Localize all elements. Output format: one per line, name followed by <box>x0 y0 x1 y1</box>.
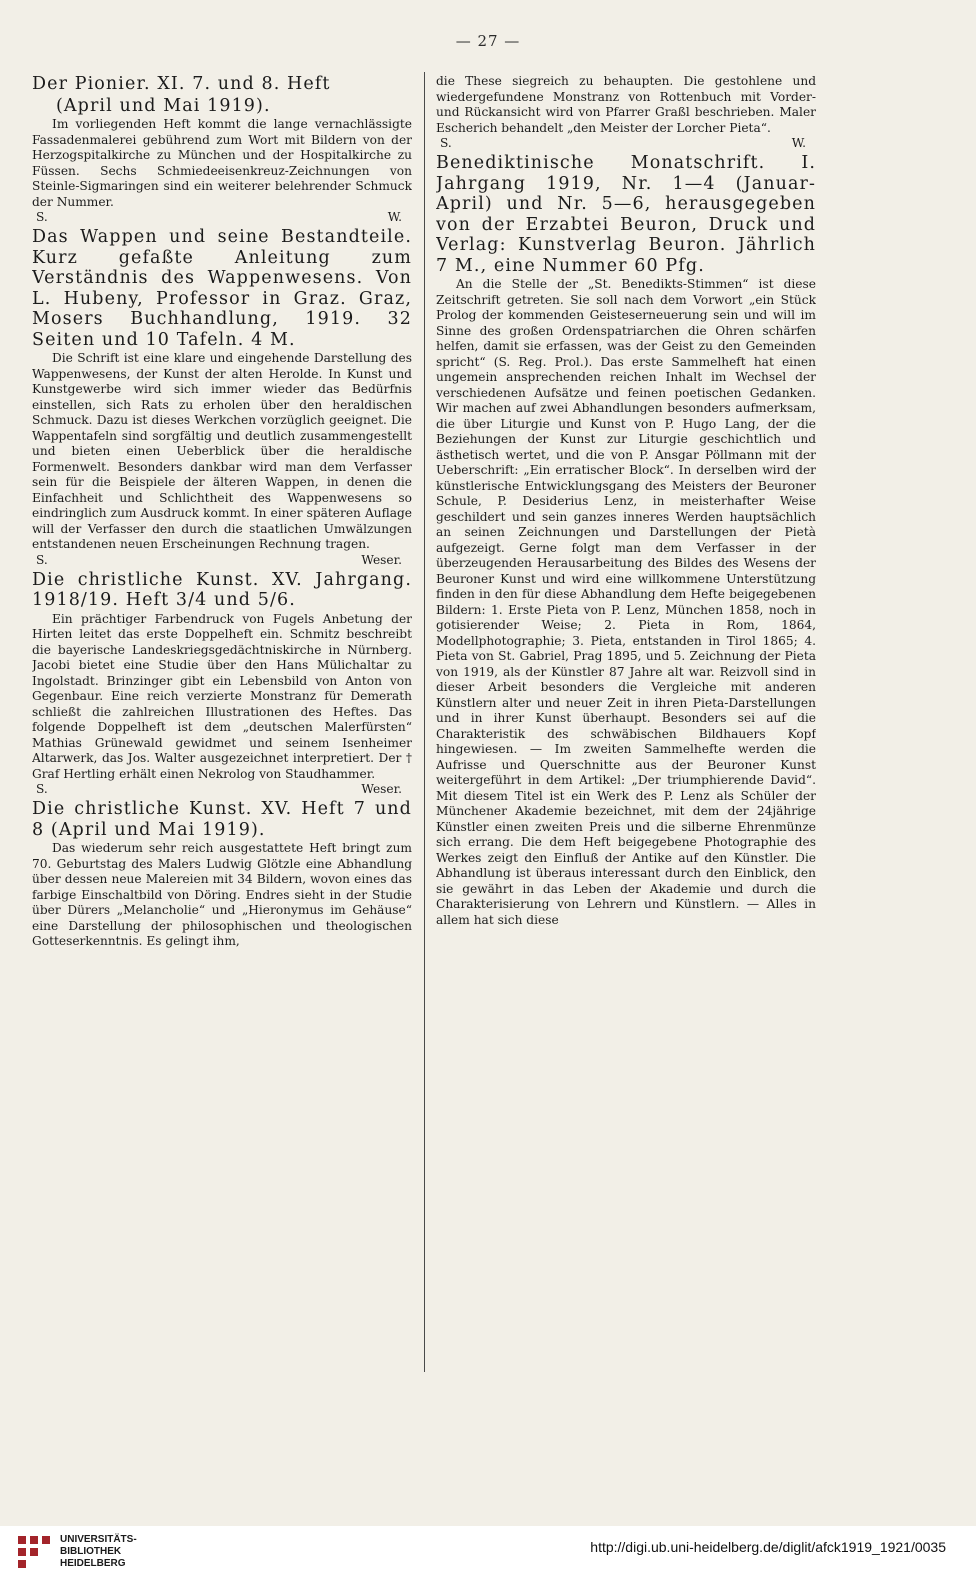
signature-initial: S. <box>36 210 48 224</box>
entry-heading: Benediktinische Monatschrift. I. Jahrgang 1919, Nr. 1—4 (Januar-April) und Nr. 5—6, herausgegeben von der Erzabtei Beuron, Druck und Verlag: Kunstverlag Beuron. Jährlich 7 M., eine Nummer 60 Pfg. <box>436 153 816 276</box>
signature-name: W. <box>387 210 402 224</box>
left-column <box>32 74 412 1374</box>
signature-name: W. <box>791 136 806 150</box>
page-number: — 27 — <box>455 32 521 50</box>
review-entry <box>436 153 816 928</box>
entry-signature <box>32 553 412 568</box>
review-entry <box>32 74 412 225</box>
entry-heading: Die christliche Kunst. XV. Jahrgang. 1918/19. Heft 3/4 und 5/6. <box>32 569 412 610</box>
viewer-footer <box>0 1526 976 1584</box>
signature-initial: S. <box>36 552 48 567</box>
permalink-url[interactable]: http://digi.ub.uni-heidelberg.de/diglit/afck1919_1921/0035 <box>590 1539 946 1555</box>
right-column <box>436 74 816 1374</box>
review-entry <box>32 570 412 798</box>
entry-heading: Der Pionier. XI. 7. und 8. Heft <box>32 74 331 94</box>
entry-text: Das wiederum sehr reich ausgestattete Heft bringt zum 70. Geburtstag des Malers Ludwig Glötzle eine Abhandlung über dessen neue Malereien mit 34 Bildern, wovon eines das farbige Einschaltbild von Döring. Endres sieht in der Studie über Dürers „Melancholie“ und „Hieronymus im Gehäuse“ eine Darstellung der philosophischen und theologischen Gotteserkenntnis. Es gelingt ihm, <box>32 841 412 948</box>
library-name <box>60 1534 137 1570</box>
entry-signature <box>32 782 412 797</box>
signature-initial: S. <box>440 136 452 150</box>
signature-name: Weser. <box>361 782 402 796</box>
entry-heading-continued: (April und Mai 1919). <box>56 95 271 116</box>
entry-heading: Die christliche Kunst. XV. Heft 7 und 8 (April und Mai 1919). <box>32 799 412 840</box>
library-name-line: HEIDELBERG <box>60 1558 126 1569</box>
entry-text: An die Stelle der „St. Benedikts-Stimmen“ ist diese Zeitschrift getreten. Sie soll nach dem Vorwort „ein Stück Prolog der kommenden Geisteserneuerung sein und will im Sinne des großen Ordenspatriarchen die Ohren schärfen helfen, damit sie erfassen, was der Geist zu den Gemeinden spricht“ (S. Reg. Prol.). Das erste Sammelheft hat einen ungemein ansprechenden reichen Inhalt im Wechsel der verschiedenen Aufsätze und feinen poetischen Gedanken. Wir machen auf zwei Abhandlungen besonders aufmerksam, die über Liturgie und Kunst von P. Hugo Lang, der die Beziehungen der Kunst zur Liturgie geschichtlich und ästhetisch wertet, und die von P. Ansgar Pöllmann mit der Ueberschrift: „Ein erratischer Block“. In derselben wird der künstlerische Entwicklungsgang des Meisters der Beuroner Schule, P. Desiderius Lenz, in meisterhafter Weise geschildert und sein ganzes inneres Werden hauptsächlich an seinen Zeichnungen und Darstellungen der Pietà aufgezeigt. Gerne folgt man dem Verfasser in der überzeugenden Herausarbeitung des Bildes des Wesens der Beuroner Kunst und wird eine willkommene Unterstützung finden in den für diese Abhandlung dem Hefte beigegebenen Bildern: 1. Erste Pieta von P. Lenz, München 1858, noch in gotisierender Weise; 2. Pieta in Rom, 1864, Modellphotographie; 3. Pieta, entstanden in Tirol 1865; 4. Pieta von St. Gabriel, Prag 1895, und 5. Zeichnung der Pieta von 1919, als der Künstler 87 Jahre alt war. Reizvoll sind in dieser Arbeit besonders die Vergleiche mit anderen Künstlern alter und neuer Zeit in ihren Pieta-Darstellungen und in ihrer Kunst überhaupt. Besonders sei auf die Charakteristik des schwäbischen Bildhauers Kopf hingewiesen. — Im zweiten Sammelhefte werden die Aufrisse und Querschnitte aus der Beuroner Kunst weitergeführt in dem Artikel: „Der triumphierende David“. Mit diesem Titel ist ein Werk des P. Lenz als Schüler der Münchener Akademie bezeichnet, mit dem der 24jährige Künstler einen zweiten Preis und die silberne Ehrenmünze sich errang. Die dem Heft beigegebene Photographie des Werkes zeigt den Einfluß der Antike auf den Künstler. Die Abhandlung ist überaus interessant durch den Einblick, den sie gewährt in das Leben der Akademie und durch die Charakterisierung von Lehrern und Künstlern. — Alles in allem hat sich diese <box>436 277 816 927</box>
review-entry <box>32 799 412 950</box>
library-name-line: BIBLIOTHEK <box>60 1546 122 1557</box>
signature-initial: S. <box>36 782 48 796</box>
review-entry <box>32 227 412 568</box>
entry-text: Ein prächtiger Farbendruck von Fugels Anbetung der Hirten leitet das erste Doppelheft ein. Schmitz beschreibt die bayerische Landeskriegsgedächtniskirche in Nürnberg. Jacobi bietet eine Studie über den Hans Mülichaltar zu Ingolstadt. Brinzinger gibt ein Lebensbild von Anton von Gegenbaur. Eine reich verzierte Monstranz für Demerath schließt die zahlreichen Illustrationen des Heftes. Das folgende Doppelheft ist dem „deutschen Malerfürsten“ Mathias Grünewald gewidmet und seinem Isenheimer Altarwerk, das Jos. Walter ausgezeichnet interpretiert. Der † Graf Hertling erhält einen Nekrolog von Staudhammer. <box>32 611 412 781</box>
column-divider <box>424 72 425 1372</box>
entry-text: Die Schrift ist eine klare und eingehende Darstellung des Wappenwesens, der Kunst der alten Herolde. In Kunst und Kunstgewerbe wird sich immer wieder das Bedürfnis einstellen, sich Rats zu erholen über den heraldischen Schmuck. Dazu ist dieses Werkchen vorzüglich geeignet. Die Wappentafeln sind sorgfältig und deutlich zusammengestellt und bieten einen Ueberblick über die heraldische Formenwelt. Besonders dankbar wird man dem Verfasser sein für die Beispiele der älteren Wappen, in denen die Einfachheit und Schlichtheit des Wappenwesens so eindringlich zum Ausdruck kommt. In einer späteren Auflage will der Verfasser den durch die staatlichen Umwälzungen entstandenen neuen Erscheinungen Rechnung tragen. <box>32 351 412 551</box>
entry-signature <box>436 136 816 151</box>
library-name-line: UNIVERSITÄTS- <box>60 1534 137 1545</box>
signature-name: Weser. <box>361 552 402 567</box>
review-entry <box>436 74 816 151</box>
entry-text: die These siegreich zu behaupten. Die gestohlene und wiedergefundene Monstranz von Rottenbuch mit Vorder- und Rückansicht wird von Pfarrer Graßl beschrieben. Maler Escherich behandelt „den Meister der Lorcher Pieta“. <box>436 74 816 135</box>
entry-text: Im vorliegenden Heft kommt die lange vernachlässigte Fassadenmalerei gebührend zum Wort mit Bildern von der Herzogspitalkirche zu München und der Hospitalkirche zu Füssen. Sechs Schmiedeeisenkreuz-Zeichnungen von Steinle-Sigmaringen sind ein weiterer belehrender Schmuck der Nummer. <box>32 117 412 209</box>
university-library-logo-icon <box>14 1532 54 1572</box>
entry-heading: Das Wappen und seine Bestandteile. Kurz gefaßte Anleitung zum Verständnis des Wappenwesens. Von L. Hubeny, Professor in Graz. Graz, Mosers Buchhandlung, 1919. 32 Seiten und 10 Tafeln. 4 M. <box>32 227 412 350</box>
entry-signature <box>32 210 412 225</box>
